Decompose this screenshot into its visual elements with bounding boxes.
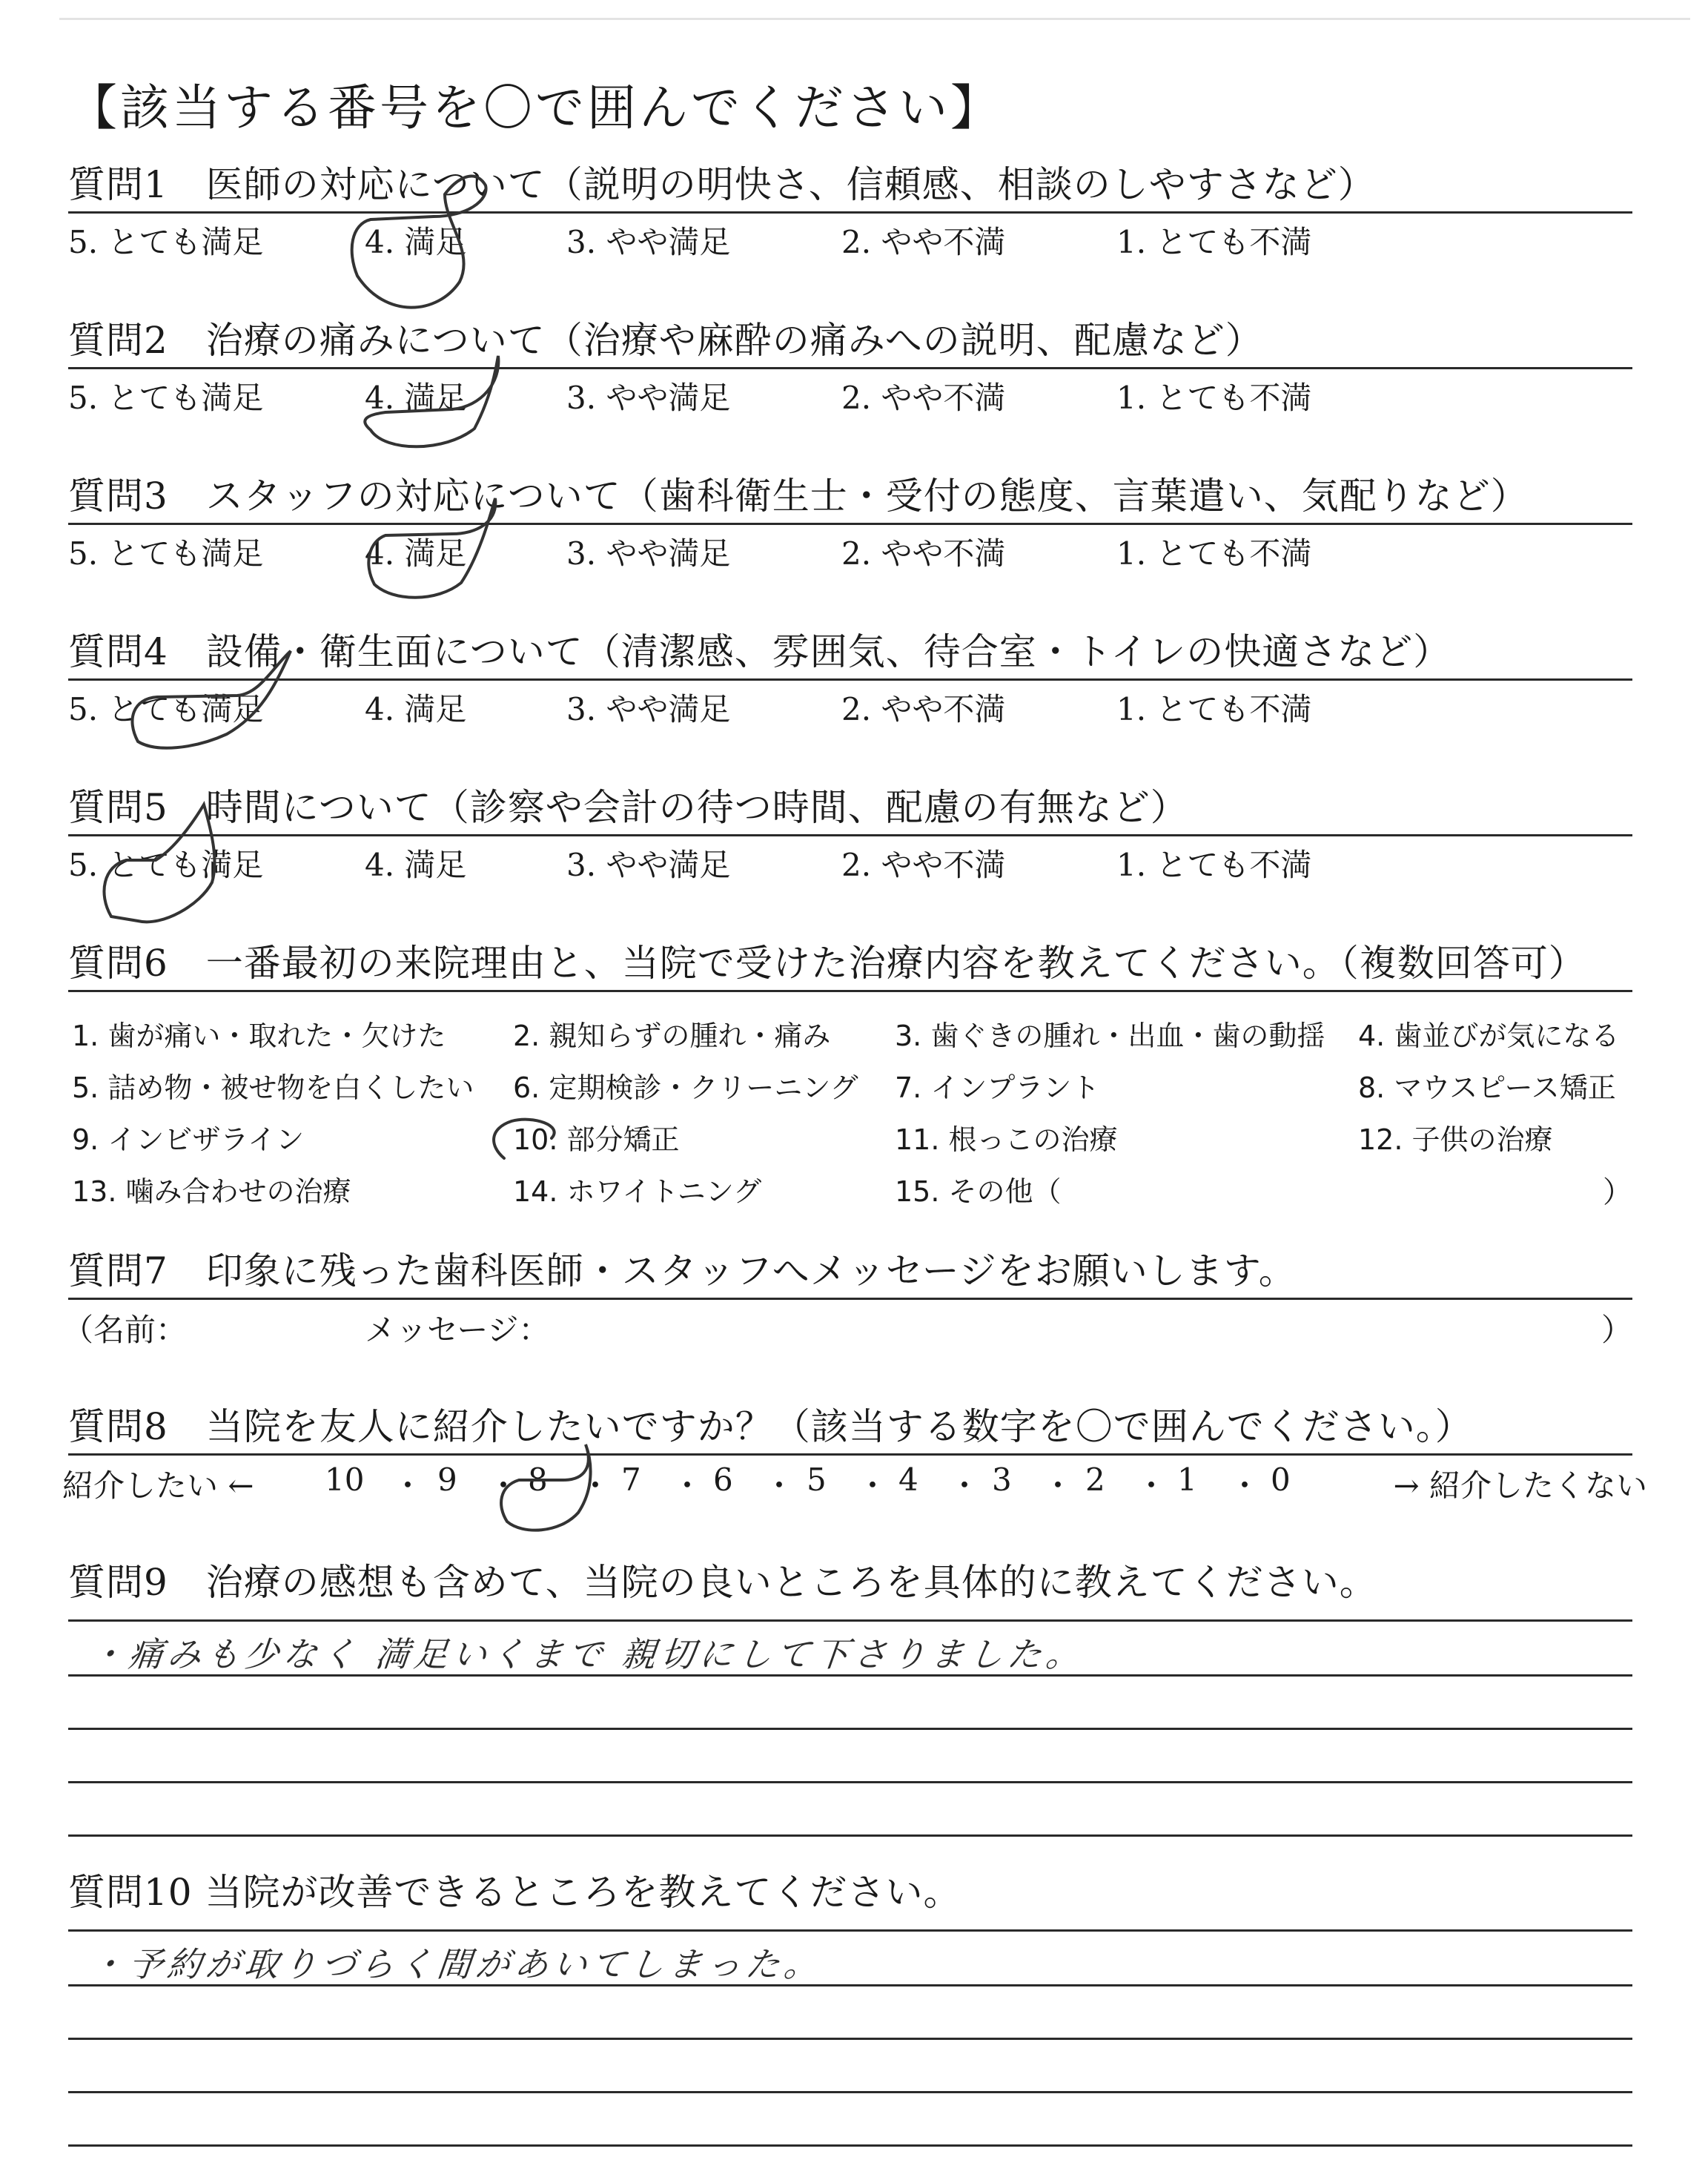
scale-7[interactable]: 7: [621, 1462, 641, 1498]
question-7: [62, 1238, 1632, 1348]
question-9-header: [68, 1557, 1632, 1609]
question-7-header: [68, 1238, 1632, 1300]
treatment-option-12[interactable]: 12. 子供の治療: [1358, 1123, 1553, 1156]
option-1[interactable]: 1. とても不満: [1116, 224, 1312, 260]
question-3-header: [68, 463, 1632, 525]
option-1[interactable]: 1. とても不満: [1116, 847, 1312, 883]
treatment-option-11[interactable]: 11. 根っこの治療: [895, 1123, 1118, 1156]
scale-dot: ・: [857, 1467, 889, 1504]
treatment-options-grid: [68, 992, 1632, 1207]
question-10-answer[interactable]: ・予約が取りづらく間があいてしまった。: [87, 1944, 825, 1984]
option-3[interactable]: 3. やや満足: [566, 691, 731, 727]
top-divider: [59, 18, 1690, 20]
scale-6[interactable]: 6: [713, 1462, 733, 1498]
question-2-options: [68, 369, 1632, 417]
option-3[interactable]: 3. やや満足: [566, 224, 731, 260]
question-9-answer-area: [68, 1609, 1632, 1891]
scale-dot: ・: [392, 1467, 424, 1504]
scale-1[interactable]: 1: [1177, 1462, 1197, 1498]
treatment-option-4[interactable]: 4. 歯並びが気になる: [1358, 1020, 1620, 1052]
question-5-title: 質問5 時間について（診察や会計の待つ時間、配慮の有無など）: [68, 786, 1188, 829]
treatment-option-10[interactable]: 10. 部分矯正: [513, 1123, 680, 1156]
question-3-title: 質問3 スタッフの対応について（歯科衛生士・受付の態度、言葉遣い、気配りなど）: [68, 475, 1529, 518]
question-8: [62, 1394, 1647, 1504]
scale-right-label: → 紹介したくない: [1393, 1467, 1647, 1504]
question-2-header: [68, 308, 1632, 369]
option-4[interactable]: 4. 満足: [365, 847, 467, 883]
question-4: [68, 619, 1632, 728]
scale-2[interactable]: 2: [1085, 1462, 1105, 1498]
question-8-title: 質問8 当院を友人に紹介したいですか？（該当する数字を〇で囲んでください。）: [68, 1405, 1473, 1448]
option-4[interactable]: 4. 満足: [365, 224, 467, 260]
referral-scale: [62, 1456, 1647, 1504]
scale-3[interactable]: 3: [992, 1462, 1012, 1498]
question-2: [68, 308, 1632, 417]
scale-left-label: 紹介したい ←: [62, 1467, 254, 1504]
option-1[interactable]: 1. とても不満: [1116, 535, 1312, 572]
option-2[interactable]: 2. やや不満: [841, 380, 1006, 416]
question-3: [68, 463, 1632, 572]
scale-dot: ・: [580, 1467, 612, 1504]
treatment-option-2[interactable]: 2. 親知らずの腫れ・痛み: [513, 1020, 831, 1052]
question-3-options: [68, 525, 1632, 572]
treatment-option-13[interactable]: 13. 噛み合わせの治療: [72, 1175, 351, 1208]
option-5[interactable]: 5. とても満足: [68, 847, 264, 883]
option-5[interactable]: 5. とても満足: [68, 380, 264, 416]
question-2-title: 質問2 治療の痛みについて（治療や麻酔の痛みへの説明、配慮など）: [68, 319, 1263, 362]
question-9-answer[interactable]: ・痛みも少なく 満足いくまで 親切にして下さりました。: [87, 1634, 1087, 1674]
option-3[interactable]: 3. やや満足: [566, 380, 731, 416]
treatment-option-5[interactable]: 5. 詰め物・被せ物を白くしたい: [72, 1071, 474, 1104]
question-4-options: [68, 681, 1632, 728]
question-7-title: 質問7 印象に残った歯科医師・スタッフへメッセージをお願いします。: [68, 1249, 1297, 1292]
option-2[interactable]: 2. やや不満: [841, 691, 1006, 727]
scale-dot: ・: [1042, 1467, 1074, 1504]
scale-9[interactable]: 9: [437, 1462, 457, 1498]
page-title: 【該当する番号を〇で囲んでください】: [68, 79, 1002, 136]
option-2[interactable]: 2. やや不満: [841, 847, 1006, 883]
option-3[interactable]: 3. やや満足: [566, 535, 731, 572]
option-1[interactable]: 1. とても不満: [1116, 691, 1312, 727]
treatment-option-1[interactable]: 1. 歯が痛い・取れた・欠けた: [72, 1020, 446, 1052]
question-1: [68, 152, 1632, 261]
message-label: メッセージ：: [365, 1312, 550, 1348]
question-10-title: 質問10 当院が改善できるところを教えてください。: [68, 1871, 961, 1914]
question-1-header: [68, 152, 1632, 214]
scale-dot: ・: [1136, 1467, 1168, 1504]
other-close-paren: ）: [1603, 1175, 1632, 1209]
message-row: [62, 1300, 1632, 1348]
treatment-option-14[interactable]: 14. ホワイトニング: [513, 1175, 762, 1208]
scale-dot: ・: [1229, 1467, 1261, 1504]
scale-dot: ・: [764, 1467, 795, 1504]
treatment-option-6[interactable]: 6. 定期検診・クリーニング: [513, 1071, 858, 1104]
scale-dot: ・: [672, 1467, 704, 1504]
scale-0[interactable]: 0: [1271, 1462, 1291, 1498]
question-1-title: 質問1 医師の対応について（説明の明快さ、信頼感、相談のしやすさなど）: [68, 163, 1376, 206]
name-label: （名前：: [62, 1312, 188, 1348]
scale-10[interactable]: 10: [325, 1462, 365, 1498]
question-5: [68, 775, 1632, 884]
treatment-option-8[interactable]: 8. マウスピース矯正: [1358, 1071, 1616, 1104]
question-10-header: [68, 1867, 1632, 1919]
scale-dot: ・: [949, 1467, 981, 1504]
treatment-option-3[interactable]: 3. 歯ぐきの腫れ・出血・歯の動揺: [895, 1020, 1325, 1052]
question-10-answer-area: [68, 1919, 1632, 2156]
option-4[interactable]: 4. 満足: [365, 380, 467, 416]
question-5-header: [68, 775, 1632, 836]
option-1[interactable]: 1. とても不満: [1116, 380, 1312, 416]
treatment-option-15[interactable]: 15. その他（: [895, 1175, 1062, 1208]
question-9: [68, 1557, 1632, 1891]
scale-5[interactable]: 5: [807, 1462, 827, 1498]
option-2[interactable]: 2. やや不満: [841, 224, 1006, 260]
option-3[interactable]: 3. やや満足: [566, 847, 731, 883]
treatment-option-7[interactable]: 7. インプラント: [895, 1071, 1100, 1104]
question-6-header: [68, 931, 1632, 992]
question-10: [68, 1867, 1632, 2156]
question-5-options: [68, 836, 1632, 884]
question-1-options: [68, 214, 1632, 261]
option-4[interactable]: 4. 満足: [365, 691, 467, 727]
option-4[interactable]: 4. 満足: [365, 535, 467, 572]
question-6: [68, 931, 1632, 1207]
option-5[interactable]: 5. とても満足: [68, 224, 264, 260]
option-5[interactable]: 5. とても満足: [68, 691, 264, 727]
scale-4[interactable]: 4: [898, 1462, 918, 1498]
scale-dot: ・: [488, 1467, 520, 1504]
option-2[interactable]: 2. やや不満: [841, 535, 1006, 572]
option-5[interactable]: 5. とても満足: [68, 535, 264, 572]
question-4-header: [68, 619, 1632, 681]
question-4-title: 質問4 設備・衛生面について（清潔感、雰囲気、待合室・トイレの快適さなど）: [68, 630, 1452, 673]
question-9-title: 質問9 治療の感想も含めて、当院の良いところを具体的に教えてください。: [68, 1561, 1377, 1604]
question-8-header: [68, 1394, 1632, 1456]
scale-8[interactable]: 8: [528, 1462, 548, 1498]
message-close-paren: ）: [1601, 1312, 1632, 1348]
question-6-title: 質問6 一番最初の来院理由と、当院で受けた治療内容を教えてください。（複数回答可）: [68, 942, 1586, 985]
treatment-option-9[interactable]: 9. インビザライン: [72, 1123, 305, 1156]
